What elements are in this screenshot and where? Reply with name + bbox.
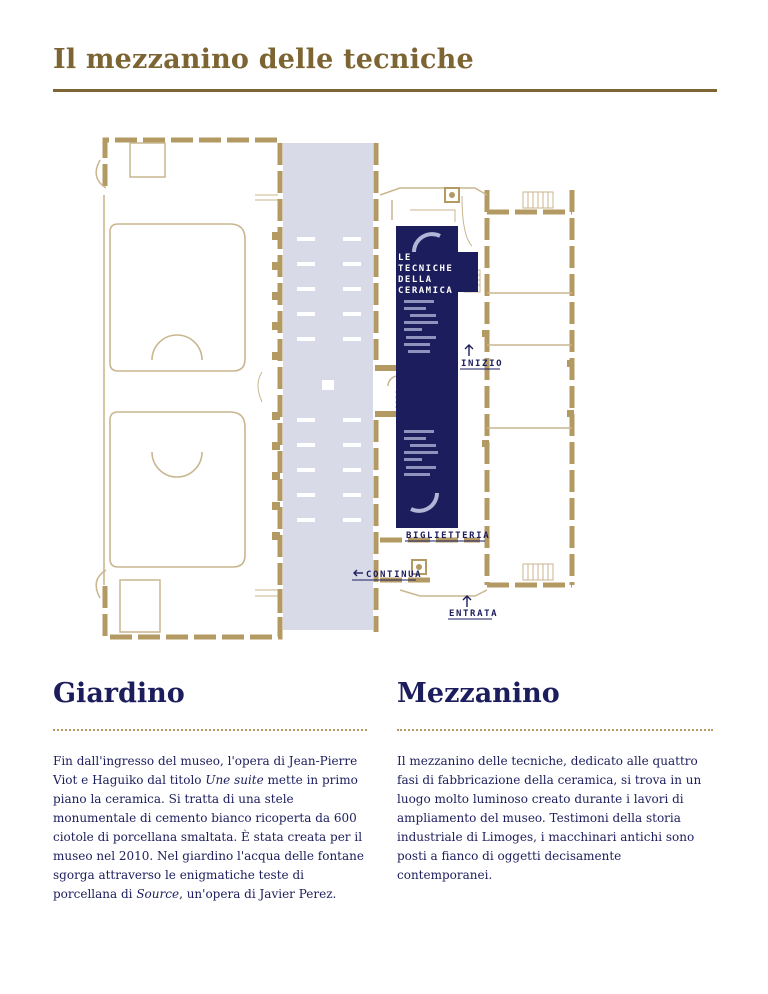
left-wing-walls bbox=[104, 140, 280, 637]
garden-fountain-top bbox=[110, 224, 245, 371]
mezzanine-dotted-rule bbox=[397, 729, 713, 731]
garden-text-2: mette in primo piano la ceramica. Si tratta di una stele monumentale di cemento bianco ricoperta da 600 ciotole di porcellana smaltata. È stata creata per il museo nel 2010. Nel giardino l'acqua delle fontane sgorga attraverso le enigmatiche teste di porcellana di bbox=[53, 773, 364, 901]
elevator-icon bbox=[445, 188, 459, 202]
garden-text-3: , un'opera di Javier Perez. bbox=[179, 887, 337, 901]
artwork-title-source: Source bbox=[136, 887, 180, 901]
exhibit-title-line-1: LE bbox=[398, 253, 412, 263]
exhibit-title-line-2: TECNICHE bbox=[398, 264, 454, 274]
page-title: Il mezzanino delle tecniche bbox=[53, 44, 474, 75]
garden-heading: Giardino bbox=[53, 678, 185, 709]
garden-dotted-rule bbox=[53, 729, 367, 731]
artwork-title-une-suite: Une suite bbox=[205, 773, 264, 787]
garden-fountain-bottom bbox=[110, 412, 245, 567]
continue-label[interactable]: CONTINUA bbox=[366, 570, 423, 580]
arrow-up-icon bbox=[465, 345, 473, 356]
arrow-up-icon bbox=[463, 596, 471, 607]
right-building-pillars bbox=[482, 330, 574, 447]
exhibit-title-line-4: CERAMICA bbox=[398, 286, 454, 296]
exhibit-title-line-3: DELLA bbox=[398, 275, 433, 285]
garden-paragraph bbox=[53, 752, 369, 904]
ticket-office-label[interactable]: BIGLIETTERIA bbox=[406, 531, 491, 541]
entrance-label[interactable]: ENTRATA bbox=[449, 609, 499, 619]
left-wing-thin-walls bbox=[96, 143, 165, 632]
start-label[interactable]: INIZIO bbox=[461, 359, 504, 369]
mezzanine-paragraph: Il mezzanino delle tecniche, dedicato alle quattro fasi di fabbricazione della ceramica, si trova in un luogo molto luminoso creato durante i lavori di ampliamento del museo. Testimoni della storia industriale di Limoges, i macchinari antichi sono posti a fianco di oggetti decisamente contemporanei. bbox=[397, 754, 702, 882]
mezzanine-heading: Mezzanino bbox=[397, 678, 560, 709]
garden-text-1: Fin dall'ingresso del museo, l'opera di Jean-Pierre Viot e Haguiko dal titolo bbox=[53, 754, 358, 787]
